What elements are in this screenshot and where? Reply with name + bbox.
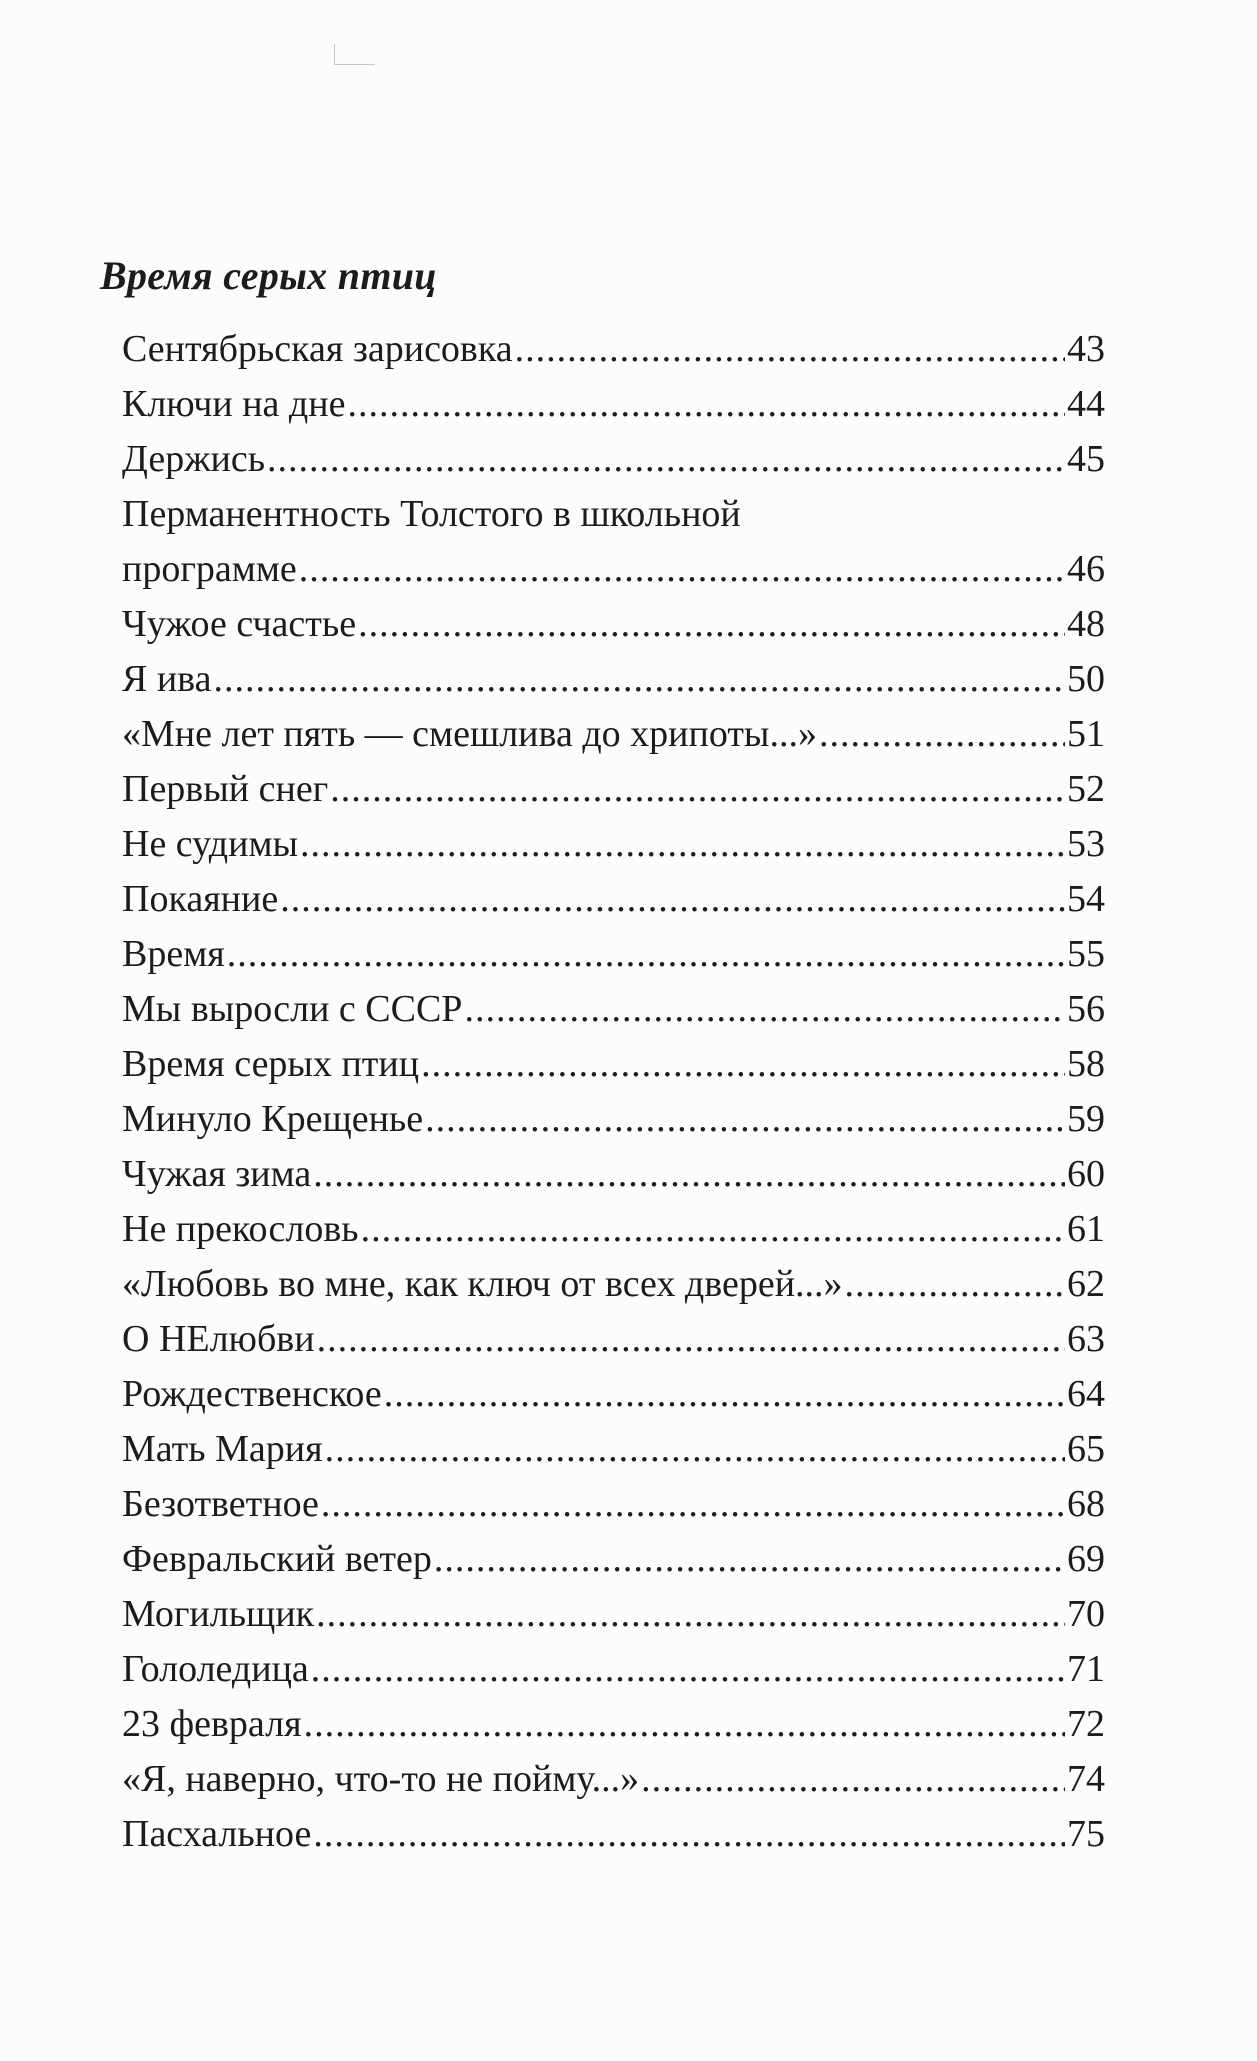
toc-entry-title: Февральский ветер: [122, 1538, 432, 1580]
leader-dots: [425, 1092, 1065, 1147]
leader-dots: [819, 707, 1065, 762]
leader-dots: [641, 1752, 1065, 1807]
crop-mark: [334, 44, 375, 65]
toc-entry[interactable]: [122, 1477, 1105, 1532]
toc-entry-page: 69: [1067, 1538, 1105, 1580]
toc-entry-page: 54: [1067, 878, 1105, 920]
toc-entry-title: Чужая зима: [122, 1153, 312, 1195]
toc-entry-title: Мы выросли с СССР: [122, 988, 463, 1030]
toc-entry-title: «Мне лет пять — смешлива до хрипоты...»: [122, 713, 817, 755]
toc-entry-page: 58: [1067, 1043, 1105, 1085]
toc-entry[interactable]: [122, 1257, 1105, 1312]
toc-entry-title: «Я, наверно, что-то не пойму...»: [122, 1758, 640, 1800]
toc-entry-page: 61: [1067, 1208, 1105, 1250]
toc-entry-title: Гололедица: [122, 1648, 309, 1690]
toc-entry[interactable]: [122, 1202, 1105, 1257]
toc-entry[interactable]: [122, 432, 1105, 487]
toc-entry[interactable]: [122, 1697, 1105, 1752]
toc-entry[interactable]: [122, 377, 1105, 432]
toc-entry-title: Время: [122, 933, 225, 975]
toc-entry-title: Время серых птиц: [122, 1043, 420, 1085]
toc-entry[interactable]: [122, 1422, 1105, 1477]
toc-entry[interactable]: [122, 1037, 1105, 1092]
toc-entry-title: Первый снег: [122, 768, 329, 810]
toc-entry[interactable]: [122, 322, 1105, 377]
toc-entry[interactable]: [122, 1147, 1105, 1202]
leader-dots: [384, 1367, 1065, 1422]
leader-dots: [434, 1532, 1065, 1587]
toc-entry-page: 68: [1067, 1483, 1105, 1525]
toc-entry[interactable]: [122, 1532, 1105, 1587]
toc-entry[interactable]: [122, 1587, 1105, 1642]
leader-dots: [313, 1147, 1065, 1202]
toc-entry-page: 70: [1067, 1593, 1105, 1635]
toc-entry-title: Не прекословь: [122, 1208, 359, 1250]
toc-entry[interactable]: [122, 652, 1105, 707]
toc-entry[interactable]: [122, 762, 1105, 817]
toc-entry-title: Безответное: [122, 1483, 319, 1525]
toc-entry-page: 53: [1067, 823, 1105, 865]
leader-dots: [845, 1257, 1065, 1312]
toc-entry[interactable]: [122, 982, 1105, 1037]
table-of-contents: [122, 322, 1105, 1862]
section-title: Время серых птиц: [100, 253, 437, 298]
toc-entry-title: «Любовь во мне, как ключ от всех дверей...»: [122, 1263, 843, 1305]
toc-entry-title: Ключи на дне: [122, 383, 346, 425]
toc-entry-title: Я ива: [122, 658, 212, 700]
toc-entry-page: 62: [1067, 1263, 1105, 1305]
toc-entry[interactable]: [122, 872, 1105, 927]
toc-entry-page: 51: [1067, 713, 1105, 755]
leader-dots: [515, 322, 1065, 377]
toc-entry-page: 46: [1067, 548, 1105, 590]
toc-entry-page: 72: [1067, 1703, 1105, 1745]
toc-entry-page: 43: [1067, 328, 1105, 370]
leader-dots: [421, 1037, 1065, 1092]
toc-entry-title: Могильщик: [122, 1593, 315, 1635]
leader-dots: [330, 762, 1065, 817]
toc-entry[interactable]: [122, 1367, 1105, 1422]
toc-entry[interactable]: [122, 1807, 1105, 1862]
toc-entry-title: Рождественское: [122, 1373, 382, 1415]
toc-entry-title: Пасхальное: [122, 1813, 312, 1855]
leader-dots: [321, 1477, 1065, 1532]
leader-dots: [317, 1312, 1065, 1367]
toc-entry-title: Минуло Крещенье: [122, 1098, 424, 1140]
toc-entry[interactable]: [122, 927, 1105, 982]
leader-dots: [361, 1202, 1065, 1257]
toc-entry-page: 60: [1067, 1153, 1105, 1195]
leader-dots: [313, 1807, 1065, 1862]
toc-entry-page: 64: [1067, 1373, 1105, 1415]
toc-entry-page: 44: [1067, 383, 1105, 425]
leader-dots: [300, 817, 1065, 872]
toc-entry[interactable]: [122, 1092, 1105, 1147]
toc-entry-page: 71: [1067, 1648, 1105, 1690]
toc-entry-page: 75: [1067, 1813, 1105, 1855]
toc-entry-title: О НЕлюбви: [122, 1318, 315, 1360]
toc-entry-page: 45: [1067, 438, 1105, 480]
leader-dots: [358, 597, 1065, 652]
leader-dots: [304, 1697, 1065, 1752]
toc-entry-page: 63: [1067, 1318, 1105, 1360]
toc-entry-page: 55: [1067, 933, 1105, 975]
toc-entry[interactable]: [122, 597, 1105, 652]
toc-entry[interactable]: [122, 707, 1105, 762]
toc-entry-title-line2: программе: [122, 548, 297, 590]
toc-entry-title: Держись: [122, 438, 266, 480]
toc-entry[interactable]: [122, 1312, 1105, 1367]
toc-entry-page: 56: [1067, 988, 1105, 1030]
toc-entry-page: 74: [1067, 1758, 1105, 1800]
leader-dots: [311, 1642, 1065, 1697]
leader-dots: [227, 927, 1065, 982]
toc-entry-page: 52: [1067, 768, 1105, 810]
leader-dots: [214, 652, 1066, 707]
toc-entry-title: Сентябрьская зарисовка: [122, 328, 513, 370]
toc-entry[interactable]: [122, 1752, 1105, 1807]
toc-entry[interactable]: [122, 1642, 1105, 1697]
toc-entry-title: Чужое счастье: [122, 603, 357, 645]
toc-entry[interactable]: [122, 817, 1105, 872]
leader-dots: [299, 542, 1065, 597]
toc-entry-title: Покаяние: [122, 878, 279, 920]
leader-dots: [316, 1587, 1065, 1642]
toc-entry-page: 59: [1067, 1098, 1105, 1140]
toc-entry-title-line1: Перманентность Толстого в школьной: [122, 493, 741, 535]
leader-dots: [464, 982, 1065, 1037]
leader-dots: [267, 432, 1065, 487]
leader-dots: [347, 377, 1065, 432]
toc-entry-title: 23 февраля: [122, 1703, 302, 1745]
leader-dots: [325, 1422, 1065, 1477]
toc-entry-title: Мать Мария: [122, 1428, 323, 1470]
toc-entry[interactable]: [122, 487, 1105, 597]
leader-dots: [280, 872, 1065, 927]
toc-entry-page: 65: [1067, 1428, 1105, 1470]
toc-entry-page: 48: [1067, 603, 1105, 645]
toc-entry-title: Не судимы: [122, 823, 299, 865]
toc-entry-page: 50: [1067, 658, 1105, 700]
